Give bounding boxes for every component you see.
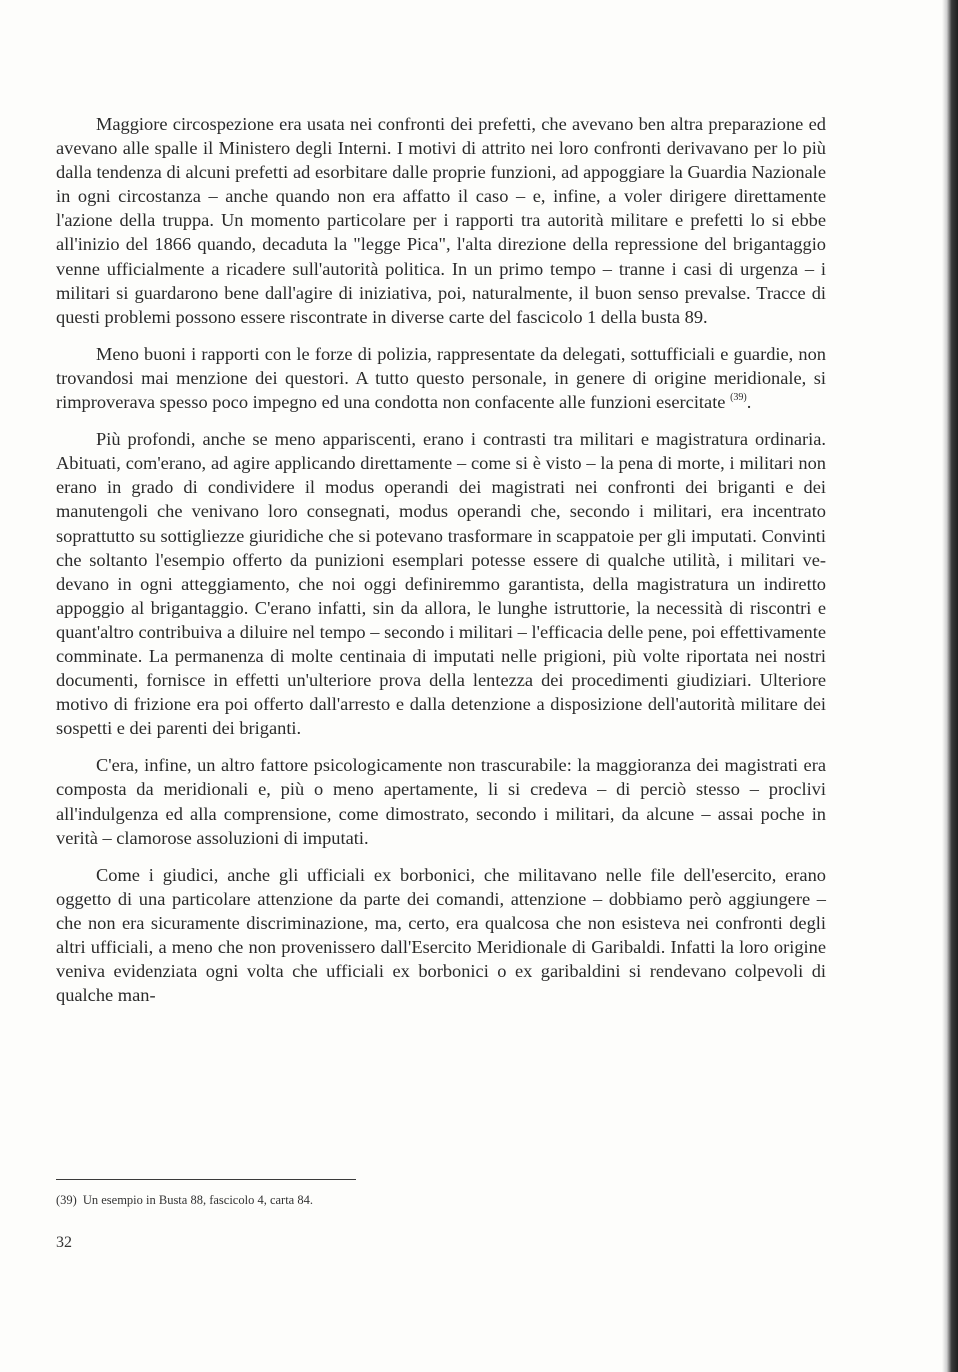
footnote-divider (56, 1179, 356, 1180)
footnote-text: Un esempio in Busta 88, fascicolo 4, carta 84. (82, 1193, 313, 1207)
footnote-reference[interactable]: (39) (730, 392, 747, 404)
paragraph-4: C'era, infine, un altro fattore psicologicamente non trascurabile: la maggioranza dei magistrati era composta da meridionali e, più o meno apertamente, li si credeva – di perciò stesso – proclivi all'indulgenza ed alla comprensione, come dimostrato, secondo i militari, da alcune – assai poche in verità – clamorose assoluzioni di imputati. (56, 755, 826, 848)
footnote (56, 1192, 313, 1208)
paragraph-2 (56, 342, 826, 414)
page-body (56, 112, 826, 1020)
paragraph-3: Più profondi, anche se meno appariscenti, erano i contrasti tra militari e magistratura ordinaria. Abituati, com'erano, ad agire applicando direttamente – come si è visto – la pena di morte, i militari non erano in grado di condividere il modus operandi dei magistrati nei confronti dei briganti e dei manutengoli che venivano loro consegnati, modus operandi che, secondo i militari, era incentrato soprattutto su sottigliezze giuridiche che si potevano trasformare in scappatoie per gli imputati. Convinti che soltanto l'esempio offerto da punizioni esemplari potesse essere di qualche utilità, i militari vedevano in ogni atteggiamento, che noi oggi definiremmo garantista, della magistratura un indiretto appoggio al brigantaggio. C'erano infatti, sin da allora, le lunghe istruttorie, la necessità di riscontri e quant'altro contribuiva a diluire nel tempo – secondo i militari – l'efficacia delle pene, poi effettivamente comminate. La permanenza di molte centinaia di imputati nelle prigioni, più volte riportata nei nostri documenti, fornisce in effetti un'ulteriore prova della lentezza dei procedimenti giudiziari. Ulteriore motivo di frizione era poi offerto dall'arresto e dalla detenzione a disposizione dell'autorità militare dei sospetti e dei parenti dei briganti. (56, 429, 826, 739)
paragraph-5: Come i giudici, anche gli ufficiali ex borbonici, che militavano nelle file dell'esercito, erano oggetto di una particolare attenzione da parte dei comandi, attenzione – dobbiamo però aggiungere – che non era sicuramente discriminazione, ma, certo, era qualcosa che non esisteva nei confronti degli altri ufficiali, a meno che non provenissero dall'Esercito Meridionale di Garibaldi. Infatti la loro origine veniva evidenziata ogni volta che ufficiali ex borbonici o ex garibaldini si rendevano colpevoli di qualche man- (56, 864, 826, 1006)
paragraph-2-text: Meno buoni i rapporti con le forze di polizia, rappresentate da delegati, sottufficiali e guardie, non trovandosi mai menzione dei questori. A tutto questo personale, in genere di origine meridionale, si rimproverava spesso poco impegno ed una condotta non confacente alle funzioni esercitate (56, 343, 826, 413)
paragraph-1: Maggiore circospezione era usata nei confronti dei prefetti, che avevano ben altra preparazione ed avevano alle spalle il Ministero degli Interni. I motivi di attrito nei loro confronti derivavano per lo più dalla tendenza di alcuni prefetti ad esorbitare dalle proprie funzioni, ad appoggiare la Guardia Nazionale in ogni circostanza – anche quando non era affatto il caso – e, infine, a voler dirigere direttamente l'azione della truppa. Un momento particolare per i rapporti tra autorità militare e prefetti lo si ebbe all'inizio del 1866 quando, decaduta la "legge Pica", l'alta direzione della repressione del brigantaggio venne ufficialmente a ricadere sull'autorità politica. In un primo tempo – tranne i casi di urgenza – i militari si guardarono bene dall'agire di iniziativa, poi, naturalmente, il buon senso prevalse. Tracce di questi problemi possono essere riscontrate in diverse carte del fascicolo 1 della busta 89. (56, 114, 826, 327)
page-number: 32 (56, 1234, 72, 1251)
book-binding-edge (942, 0, 958, 1372)
paragraph-2-period: . (746, 392, 752, 413)
footnote-number: (39) (56, 1193, 77, 1207)
